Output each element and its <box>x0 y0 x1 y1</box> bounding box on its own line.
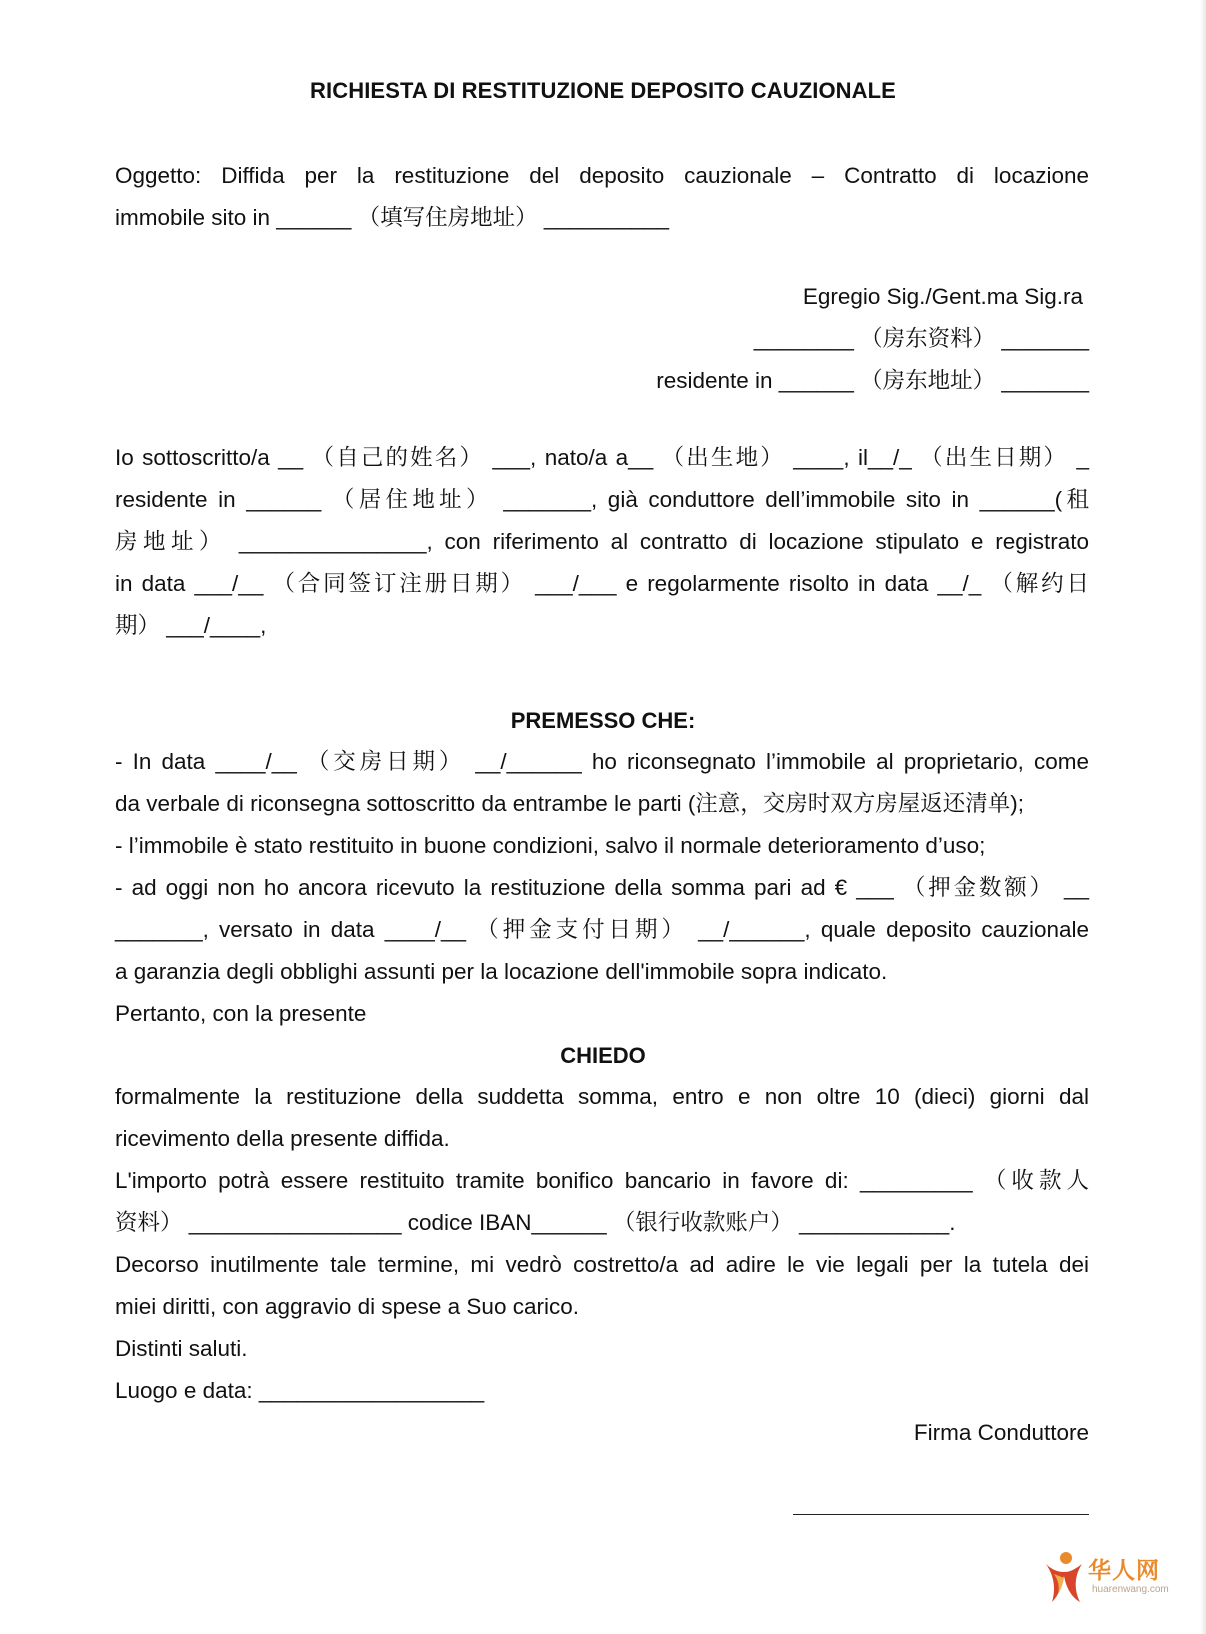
premesso-line-4: - ad oggi non ho ancora ricevuto la restituzione della somma pari ad € ___ （押金数额） __ <box>115 875 1089 900</box>
premesso-line-3: - l’immobile è stato restituito in buone condizioni, salvo il normale deterioramento d’uso; <box>115 833 986 858</box>
addressee-block <box>656 276 1089 402</box>
intro-line-4: in data ___/__ （合同签订注册日期） ___/___ e regolarmente risolto in data __/_ （解约日 <box>115 571 1089 596</box>
intro-line-2: residente in ______ （居住地址） _______, già conduttore dell’immobile sito in ______(租 <box>115 487 1089 512</box>
document-title: RICHIESTA DI RESTITUZIONE DEPOSITO CAUZIONALE <box>310 78 896 103</box>
chiedo-line-1: formalmente la restituzione della suddetta somma, entro e non oltre 10 (dieci) giorni dal <box>115 1084 1089 1109</box>
chiedo-line-8: Luogo e data: __________________ <box>115 1378 485 1403</box>
watermark-url: huarenwang.com <box>1092 1584 1169 1595</box>
premesso-line-5: _______, versato in data ____/__ （押金支付日期） __/______, quale deposito cauzionale <box>115 917 1089 942</box>
subject-line-2: immobile sito in ______ （填写住房地址） __________ <box>115 205 670 230</box>
addressee-address: residente in ______ （房东地址） _______ <box>656 368 1089 393</box>
premesso-line-7: Pertanto, con la presente <box>115 1001 367 1026</box>
chiedo-paragraph <box>115 1076 1089 1412</box>
intro-line-3: 房地址） _______________, con riferimento al contratto di locazione stipulato e registrato <box>115 529 1089 554</box>
watermark-figure-icon <box>1040 1550 1086 1606</box>
subject-line-1: Oggetto: Diffida per la restituzione del deposito cauzionale – Contratto di locazione <box>115 163 1089 188</box>
chiedo-line-2: ricevimento della presente diffida. <box>115 1126 450 1151</box>
signature-block <box>914 1412 1089 1454</box>
chiedo-line-4: 资料） _________________ codice IBAN______ （银行收款账户） ____________. <box>115 1210 956 1235</box>
premesso-heading: PREMESSO CHE: <box>510 708 696 733</box>
addressee-greeting: Egregio Sig./Gent.ma Sig.ra <box>802 284 1083 309</box>
page-edge-shadow <box>1200 0 1206 1634</box>
chiedo-line-6: miei diritti, con aggravio di spese a Suo carico. <box>115 1294 579 1319</box>
watermark-logo <box>1040 1550 1190 1610</box>
chiedo-line-7: Distinti saluti. <box>115 1336 248 1361</box>
watermark-name: 华人网 <box>1088 1558 1160 1584</box>
premesso-line-6: a garanzia degli obblighi assunti per la locazione dell'immobile sopra indicato. <box>115 959 888 984</box>
addressee-name: ________ （房东资料） _______ <box>753 326 1089 351</box>
subject-paragraph <box>115 155 1089 239</box>
intro-paragraph <box>115 437 1089 647</box>
chiedo-heading: CHIEDO <box>560 1043 646 1068</box>
chiedo-line-5: Decorso inutilmente tale termine, mi vedrò costretto/a ad adire le vie legali per la tutela dei <box>115 1252 1089 1277</box>
chiedo-line-3: L'importo potrà essere restituito tramite bonifico bancario in favore di: _________ （收款人 <box>115 1168 1089 1193</box>
premesso-line-2: da verbale di riconsegna sottoscritto da entrambe le parti (注意，交房时双方房屋返还清单); <box>115 791 1025 816</box>
signature-label: Firma Conduttore <box>913 1420 1089 1445</box>
intro-line-1: Io sottoscritto/a __ （自己的姓名） ___, nato/a a__ （出生地） ____, il__/_ （出生日期） _ <box>115 445 1089 470</box>
signature-line <box>793 1514 1089 1515</box>
premesso-paragraph <box>115 741 1089 1035</box>
premesso-line-1: - In data ____/__ （交房日期） __/______ ho riconsegnato l’immobile al proprietario, come <box>115 749 1089 774</box>
intro-line-5: 期） ___/____, <box>115 613 267 638</box>
